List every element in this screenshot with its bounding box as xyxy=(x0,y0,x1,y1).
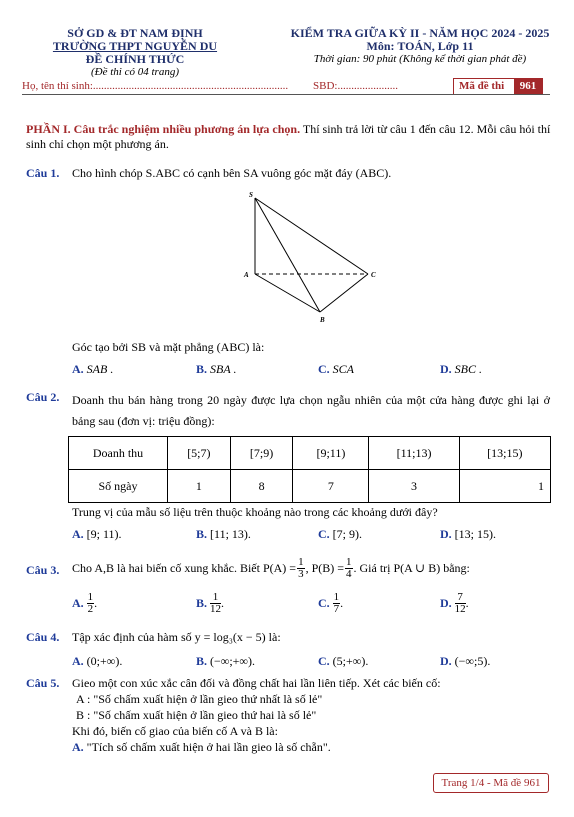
subject: Môn: TOÁN, Lớp 11 xyxy=(366,39,474,53)
table-cell: 1 xyxy=(459,470,550,503)
q5-opt-a: A. "Tích số chấm xuất hiện ở hai lần gieo là số chẵn". xyxy=(72,740,331,754)
table-cell: 8 xyxy=(230,470,293,503)
q3-opt-c: C. $\frac{1}{7}$ . xyxy=(318,591,344,615)
q1-opt-a: A. SAB . xyxy=(72,362,114,376)
table-cell: 1 xyxy=(168,470,231,503)
table-cell: Doanh thu xyxy=(69,437,168,470)
q2-opt-a: A. [9; 11). xyxy=(72,527,122,541)
school-name: TRƯỜNG THPT NGUYỄN DU xyxy=(52,39,218,53)
label-a: A xyxy=(244,271,249,279)
q5-label: Câu 5. xyxy=(26,676,60,690)
page-count: (Đề thi có 04 trang) xyxy=(91,66,179,78)
q1-opt-c: C. SCA xyxy=(318,362,355,376)
header-divider xyxy=(22,94,550,95)
exam-time: Thời gian: 90 phút (Không kể thời gian phát đề) xyxy=(313,53,527,65)
edge-bc xyxy=(320,274,368,312)
label-b: B xyxy=(320,316,325,324)
q1-opt-b: B. SBA . xyxy=(196,362,237,376)
page-footer: Trang 1/4 - Mã đề 961 xyxy=(433,773,549,793)
table-row xyxy=(69,437,551,470)
q3-label: Câu 3. xyxy=(26,563,60,577)
q3-text: Cho A,B là hai biến cố xung khắc. Biết P(A) = $\frac{1}{3}$ , P(B) = $\frac{1}{4}$ . Giá trị P(A ∪ B) bằng: xyxy=(72,555,470,580)
q4-opt-a: A. (0;+∞). xyxy=(72,654,123,668)
edge-sc xyxy=(255,198,368,274)
q1-label: Câu 1. xyxy=(26,166,60,180)
q1-opt-d: D. SBC . xyxy=(440,362,483,376)
part1-heading xyxy=(26,122,554,152)
edge-sb xyxy=(255,198,320,312)
q2-question: Trung vị của mẫu số liệu trên thuộc khoảng nào trong các khoảng dưới đây? xyxy=(72,505,438,519)
exam-code-value: 961 xyxy=(514,79,542,94)
q3-pa-fraction: $\frac{1}{3}$ xyxy=(298,555,304,580)
dept-name: SỞ GD & ĐT NAM ĐỊNH xyxy=(67,26,203,40)
exam-code-box xyxy=(453,78,543,95)
q5-text: Gieo một con xúc xắc cân đối và đồng chất hai lần liên tiếp. Xét các biến cố: xyxy=(72,676,441,690)
q1-question: Góc tạo bởi SB và mặt phẳng (ABC) là: xyxy=(72,340,265,354)
label-s: S xyxy=(249,191,253,199)
pyramid-figure xyxy=(240,188,390,324)
q5-intersection: Khi đó, biến cố giao của biến cố A và B là: xyxy=(72,724,278,738)
table-cell: 3 xyxy=(369,470,459,503)
q3-opt-d: D. $\frac{7}{12}$ . xyxy=(440,591,469,615)
official-label: ĐỀ CHÍNH THỨC xyxy=(85,52,185,66)
q4-label: Câu 4. xyxy=(26,630,60,644)
q3-opt-a: A. $\frac{1}{2}$ . xyxy=(72,591,98,615)
q2-opt-b: B. [11; 13). xyxy=(196,527,251,541)
table-cell: Số ngày xyxy=(69,470,168,503)
name-field: Họ, tên thí sinh:....................................................................... xyxy=(22,80,289,92)
table-row xyxy=(69,470,551,503)
q2-opt-c: C. [7; 9). xyxy=(318,527,362,541)
table-cell: [5;7) xyxy=(168,437,231,470)
q3-opt-b: B. $\frac{1}{12}$ . xyxy=(196,591,225,615)
q4-opt-b: B. (−∞;+∞). xyxy=(196,654,255,668)
q4-text: Tập xác định của hàm số y = log₃(x − 5) là: xyxy=(72,630,281,644)
q2-opt-d: D. [13; 15). xyxy=(440,527,496,541)
table-cell: [11;13) xyxy=(369,437,459,470)
q2-label: Câu 2. xyxy=(26,390,60,404)
q5-event-b: B : "Số chấm xuất hiện ở lần gieo thứ hai là số lẻ" xyxy=(76,708,317,722)
part1-instruction: Thí sinh trả lời từ câu 1 đến câu 12. Mỗi câu hỏi thí sinh chỉ chọn một phương án. xyxy=(26,122,551,151)
edge-ab xyxy=(255,274,320,312)
exam-code-label: Mã đề thi xyxy=(459,80,505,92)
exam-title: KIỂM TRA GIỮA KỲ II - NĂM HỌC 2024 - 2025 xyxy=(290,26,550,40)
q5-event-a: A : "Số chấm xuất hiện ở lần gieo thứ nhất là số lẻ" xyxy=(76,692,323,706)
table-cell: 7 xyxy=(293,470,369,503)
q4-opt-d: D. (−∞;5). xyxy=(440,654,491,668)
table-cell: [9;11) xyxy=(293,437,369,470)
part1-title: PHẦN I. Câu trắc nghiệm nhiều phương án lựa chọn. xyxy=(26,122,301,136)
q2-text: Doanh thu bán hàng trong 20 ngày được lựa chọn ngẫu nhiên của một cửa hàng được ghi lại ở bảng sau (đơn vị: triệu đồng): xyxy=(72,393,550,428)
label-c: C xyxy=(371,271,376,279)
table-cell: [13;15) xyxy=(459,437,550,470)
sbd-field: SBD:...................... xyxy=(313,80,398,92)
q3-pb-fraction: $\frac{1}{4}$ xyxy=(346,555,352,580)
revenue-table xyxy=(68,436,551,503)
table-cell: [7;9) xyxy=(230,437,293,470)
q1-text: Cho hình chóp S.ABC có cạnh bên SA vuông góc mặt đáy (ABC). xyxy=(72,166,392,180)
q4-opt-c: C. (5;+∞). xyxy=(318,654,369,668)
